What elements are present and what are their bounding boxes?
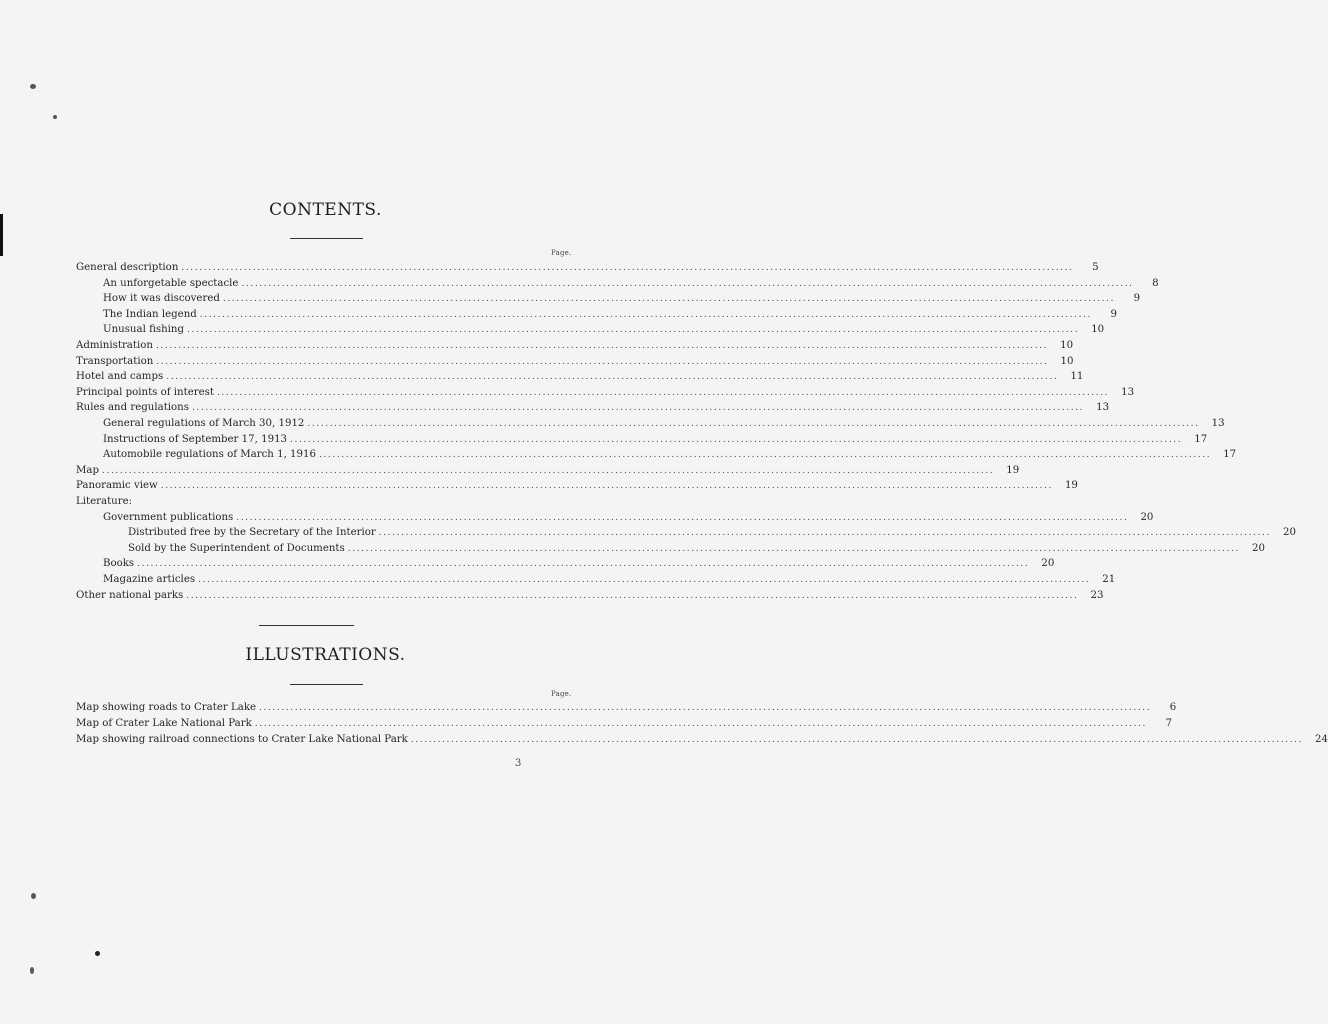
leader-dots: ........................................................................................................................................................................................................: [186, 590, 1079, 601]
entry-page: 20: [1140, 511, 1154, 523]
leader-dots: ........................................................................................................................................................................................................: [102, 465, 995, 476]
leader-dots: ........................................................................................................................................................................................................: [216, 387, 1110, 398]
contents-entry: [76, 463, 1020, 478]
contents-entry: [76, 400, 1110, 415]
leader-dots: ........................................................................................................................................................................................................: [166, 372, 1059, 383]
entry-label: Instructions of September 17, 1913: [103, 433, 288, 445]
entry-page: 20: [1041, 558, 1055, 570]
contents-entry: [76, 338, 1074, 353]
illustrations-rule: [290, 684, 363, 685]
contents-entry: [76, 354, 1074, 369]
entry-page: 9: [1110, 308, 1117, 320]
illustrations-entry: [76, 700, 1177, 715]
entry-label: Transportation: [76, 355, 154, 367]
entry-page: 8: [1152, 277, 1159, 289]
entry-label: Map of Crater Lake National Park: [76, 718, 252, 729]
contents-entry: [76, 572, 1116, 587]
contents-entry: [76, 322, 1105, 337]
entry-page: 24: [1315, 734, 1328, 745]
entry-label: Map: [76, 464, 100, 476]
leader-dots: ........................................................................................................................................................................................................: [307, 419, 1200, 429]
entry-label: Map showing roads to Crater Lake: [76, 702, 257, 713]
leader-dots: ........................................................................................................................................................................................................: [410, 735, 1303, 745]
leader-dots: ........................................................................................................................................................................................................: [318, 450, 1212, 461]
entry-label: General regulations of March 30, 1912: [103, 418, 305, 429]
leader-dots: ........................................................................................................................................................................................................: [137, 559, 1030, 570]
entry-label: Principal points of interest: [76, 386, 214, 398]
leader-dots: ........................................................................................................................................................................................................: [259, 703, 1152, 713]
contents-entry: [76, 556, 1055, 571]
entry-page: 7: [1165, 718, 1172, 729]
leader-dots: ........................................................................................................................................................................................................: [155, 341, 1049, 351]
entry-page: 6: [1169, 702, 1177, 713]
leader-dots: ........................................................................................................................................................................................................: [241, 278, 1134, 289]
contents-rule: [290, 238, 363, 239]
entry-page: 17: [1223, 449, 1237, 461]
contents-page-column-label: Page.: [551, 249, 572, 257]
contents-entry: [76, 416, 1225, 431]
contents-entry: [76, 291, 1141, 306]
entry-page: 10: [1060, 355, 1074, 367]
illustrations-entry: [76, 716, 1172, 731]
leader-dots: ........................................................................................................................................................................................................: [160, 481, 1053, 492]
entry-page: 17: [1194, 433, 1208, 445]
leader-dots: ........................................................................................................................................................................................................: [222, 294, 1116, 305]
leader-dots: ........................................................................................................................................................................................................: [191, 403, 1085, 414]
contents-entry: [76, 588, 1104, 603]
entry-label: Literature:: [76, 496, 133, 507]
entry-label: Map showing railroad connections to Crater Lake National Park: [76, 734, 408, 745]
leader-dots: ........................................................................................................................................................................................................: [236, 512, 1129, 523]
entry-page: 10: [1091, 324, 1105, 336]
contents-entry: [76, 541, 1265, 556]
entry-label: Distributed free by the Secretary of the Interior: [128, 527, 376, 539]
contents-heading: CONTENTS.: [269, 200, 382, 220]
illustrations-page-column-label: Page.: [551, 690, 572, 698]
entry-page: 20: [1251, 542, 1265, 554]
contents-entry: [76, 478, 1078, 493]
entry-label: Government publications: [103, 511, 234, 523]
contents-entry: [76, 447, 1237, 462]
illustrations-entry: [76, 732, 1328, 747]
page-number: 3: [515, 758, 522, 769]
paper-speck: [30, 967, 34, 974]
contents-entry: [76, 432, 1208, 447]
entry-label: Magazine articles: [103, 574, 196, 585]
entry-page: 20: [1282, 527, 1296, 539]
entry-label: The Indian legend: [103, 308, 197, 320]
leader-dots: ........................................................................................................................................................................................................: [290, 434, 1183, 445]
entry-label: Panoramic view: [76, 480, 158, 492]
entry-page: 5: [1092, 262, 1099, 273]
entry-page: 13: [1211, 418, 1225, 429]
paper-speck: [30, 84, 36, 89]
contents-entry: [76, 260, 1099, 275]
leader-dots: ........................................................................................................................................................................................................: [199, 309, 1092, 320]
entry-label: Sold by the Superintendent of Documents: [128, 542, 345, 554]
entry-page: 13: [1096, 402, 1110, 414]
entry-page: 19: [1064, 480, 1078, 492]
entry-page: 10: [1060, 340, 1074, 351]
contents-entry: [76, 276, 1159, 291]
leader-dots: ........................................................................................................................................................................................................: [181, 263, 1074, 273]
entry-page: 9: [1133, 293, 1141, 305]
leader-dots: ........................................................................................................................................................................................................: [254, 719, 1147, 729]
leader-dots: ........................................................................................................................................................................................................: [156, 356, 1049, 367]
leader-dots: ........................................................................................................................................................................................................: [378, 528, 1271, 539]
entry-label: General description: [76, 262, 179, 273]
binding-edge-mark: [0, 214, 3, 256]
entry-label: Administration: [76, 340, 153, 351]
entry-label: An unforgetable spectacle: [103, 277, 239, 289]
entry-label: Hotel and camps: [76, 371, 164, 383]
contents-entry: [76, 307, 1117, 322]
contents-entry: [76, 385, 1135, 400]
leader-dots: ........................................................................................................................................................................................................: [347, 543, 1240, 554]
contents-entry: [76, 369, 1084, 384]
entry-label: Automobile regulations of March 1, 1916: [103, 449, 316, 461]
section-divider: [259, 625, 354, 626]
paper-speck: [95, 951, 100, 956]
contents-entry: [76, 510, 1154, 525]
leader-dots: ........................................................................................................................................................................................................: [187, 325, 1080, 336]
entry-page: 23: [1090, 589, 1104, 601]
entry-page: 19: [1006, 464, 1020, 476]
entry-page: 21: [1102, 574, 1116, 585]
paper-speck: [31, 893, 36, 899]
entry-label: Books: [103, 558, 135, 570]
entry-label: Unusual fishing: [103, 324, 184, 336]
entry-page: 13: [1121, 386, 1135, 398]
entry-label: Other national parks: [76, 589, 184, 601]
illustrations-heading: ILLUSTRATIONS.: [245, 645, 406, 665]
contents-entry: [76, 525, 1296, 540]
paper-speck: [53, 115, 57, 119]
contents-entry: [76, 494, 576, 509]
entry-page: 11: [1070, 371, 1084, 383]
leader-dots: ........................................................................................................................................................................................................: [198, 575, 1091, 585]
entry-label: Rules and regulations: [76, 402, 189, 414]
entry-label: How it was discovered: [103, 293, 220, 305]
